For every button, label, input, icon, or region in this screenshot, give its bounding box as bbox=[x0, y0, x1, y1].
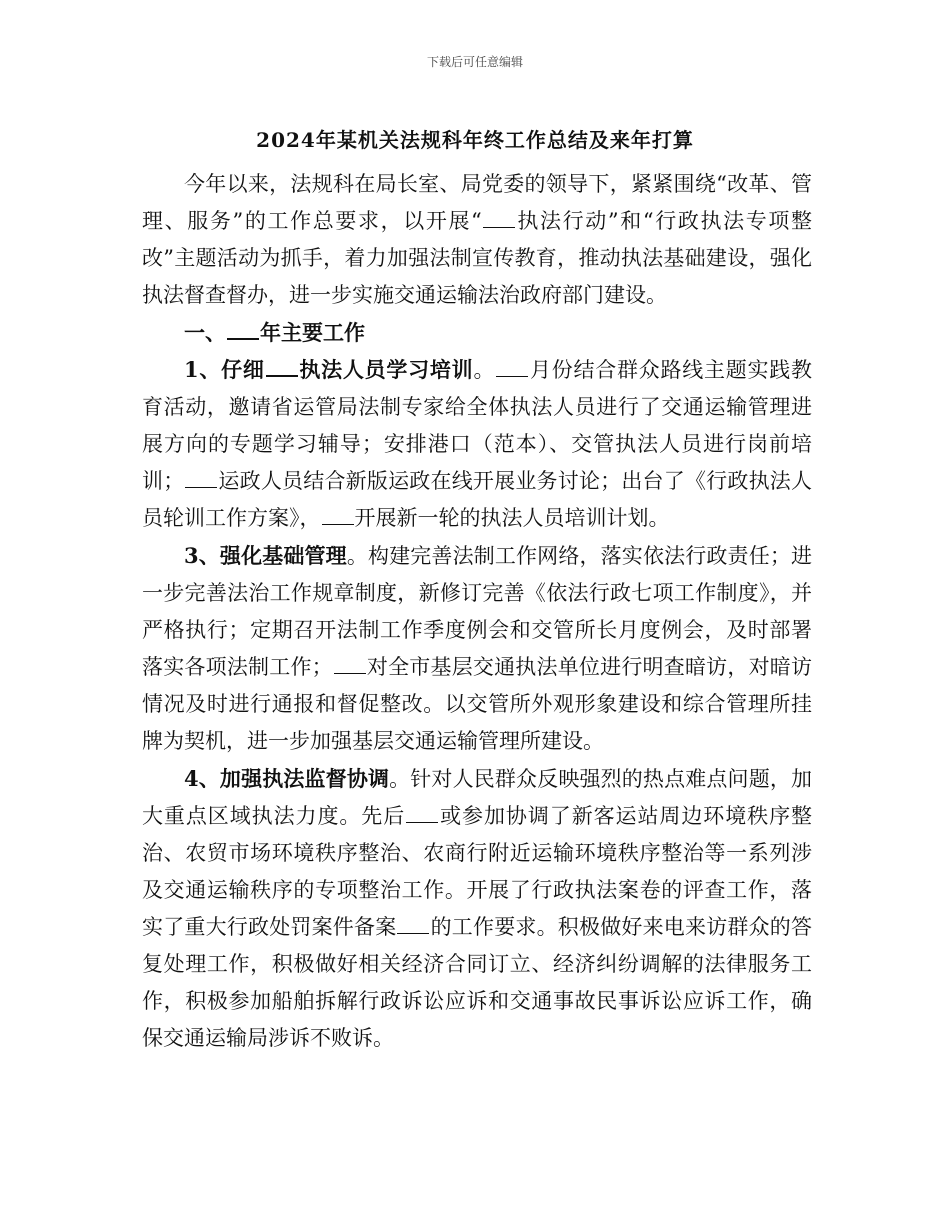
blank-line bbox=[406, 804, 438, 823]
blank-line bbox=[397, 915, 429, 934]
item-1-text-3: 运政人员结合新版运政在线开展业务讨论；出台了《行政执法人员轮训工作方案》， bbox=[142, 469, 813, 530]
item-1-title-b: 执法人员学习培训 bbox=[298, 357, 474, 382]
document-title: 2024年某机关法规科年终工作总结及来年打算 bbox=[256, 128, 694, 152]
intro-paragraph bbox=[142, 166, 812, 314]
item-4-text-1: 。针对人民群众反映强烈的热点难点问题，加大重点区域执法力度。先后 bbox=[142, 767, 812, 828]
section-heading-prefix: 一、 bbox=[184, 320, 226, 345]
item-1-paragraph bbox=[142, 351, 812, 537]
blank-line bbox=[483, 209, 515, 228]
item-1-title-a: 1、仔细 bbox=[184, 357, 265, 382]
blank-line bbox=[322, 506, 354, 525]
item-3-text-2: 对全市基层交通执法单位进行明查暗访，对暗访情况及时进行通报和督促整改。以交管所外观形象建设和综合管理所挂牌为契机，进一步加强基层交通运输管理所建设。 bbox=[142, 655, 812, 753]
item-1-text-1: 。 bbox=[473, 358, 496, 382]
section-heading bbox=[142, 314, 812, 351]
item-1-text-4: 开展新一轮的执法人员培训计划。 bbox=[354, 506, 670, 530]
item-4-title: 4、加强执法监督协调 bbox=[184, 766, 390, 791]
document-body bbox=[142, 166, 812, 1057]
blank-line bbox=[185, 469, 217, 488]
blank-line bbox=[266, 357, 298, 377]
item-3-text-1: 。构建完善法制工作网络，落实依法行政责任；进一步完善法治工作规章制度，新修订完善《依法行政七项工作制度》，并严格执行；定期召开法制工作季度例会和交管所长月度例会，及时部署落实各项法制工作； bbox=[142, 544, 812, 679]
section-heading-suffix: 年主要工作 bbox=[260, 320, 365, 345]
item-1-text-2: 月份结合群众路线主题实践教育活动，邀请省运管局法制专家给全体执法人员进行了交通运输管理进展方向的专题学习辅导；安排港口（范本）、交管执法人员进行岗前培训； bbox=[142, 358, 813, 493]
item-4-text-2: 或参加协调了新客运站周边环境秩序整治、农贸市场环境秩序整治、农商行附近运输环境秩序整治等一系列涉及交通运输秩序的专项整治工作。开展了行政执法案卷的评查工作，落实了重大行政处罚案件备案 bbox=[142, 804, 812, 939]
item-3-title: 3、强化基础管理 bbox=[184, 543, 347, 568]
intro-text-2: 执法行动”和“行政执法专项整改”主题活动为抓手，着力加强法制宣传教育，推动执法基础建设，强化执法督查督办，进一步实施交通运输法治政府部门建设。 bbox=[142, 209, 812, 307]
blank-line bbox=[227, 320, 259, 340]
blank-line bbox=[334, 655, 366, 674]
item-4-text-3: 的工作要求。积极做好来电来访群众的答复处理工作，积极做好相关经济合同订立、经济纠纷调解的法律服务工作，积极参加船舶拆解行政诉讼应诉和交通事故民事诉讼应诉工作，确保交通运输局涉诉不败诉。 bbox=[142, 915, 813, 1050]
blank-line bbox=[496, 358, 528, 377]
item-4-paragraph bbox=[142, 760, 812, 1057]
intro-text-1: 今年以来，法规科在局长室、局党委的领导下，紧紧围绕“改革、管理、服务”的工作总要求，以开展“ bbox=[142, 172, 812, 233]
item-3-paragraph bbox=[142, 537, 812, 760]
header-note: 下载后可任意编辑 bbox=[426, 55, 523, 69]
